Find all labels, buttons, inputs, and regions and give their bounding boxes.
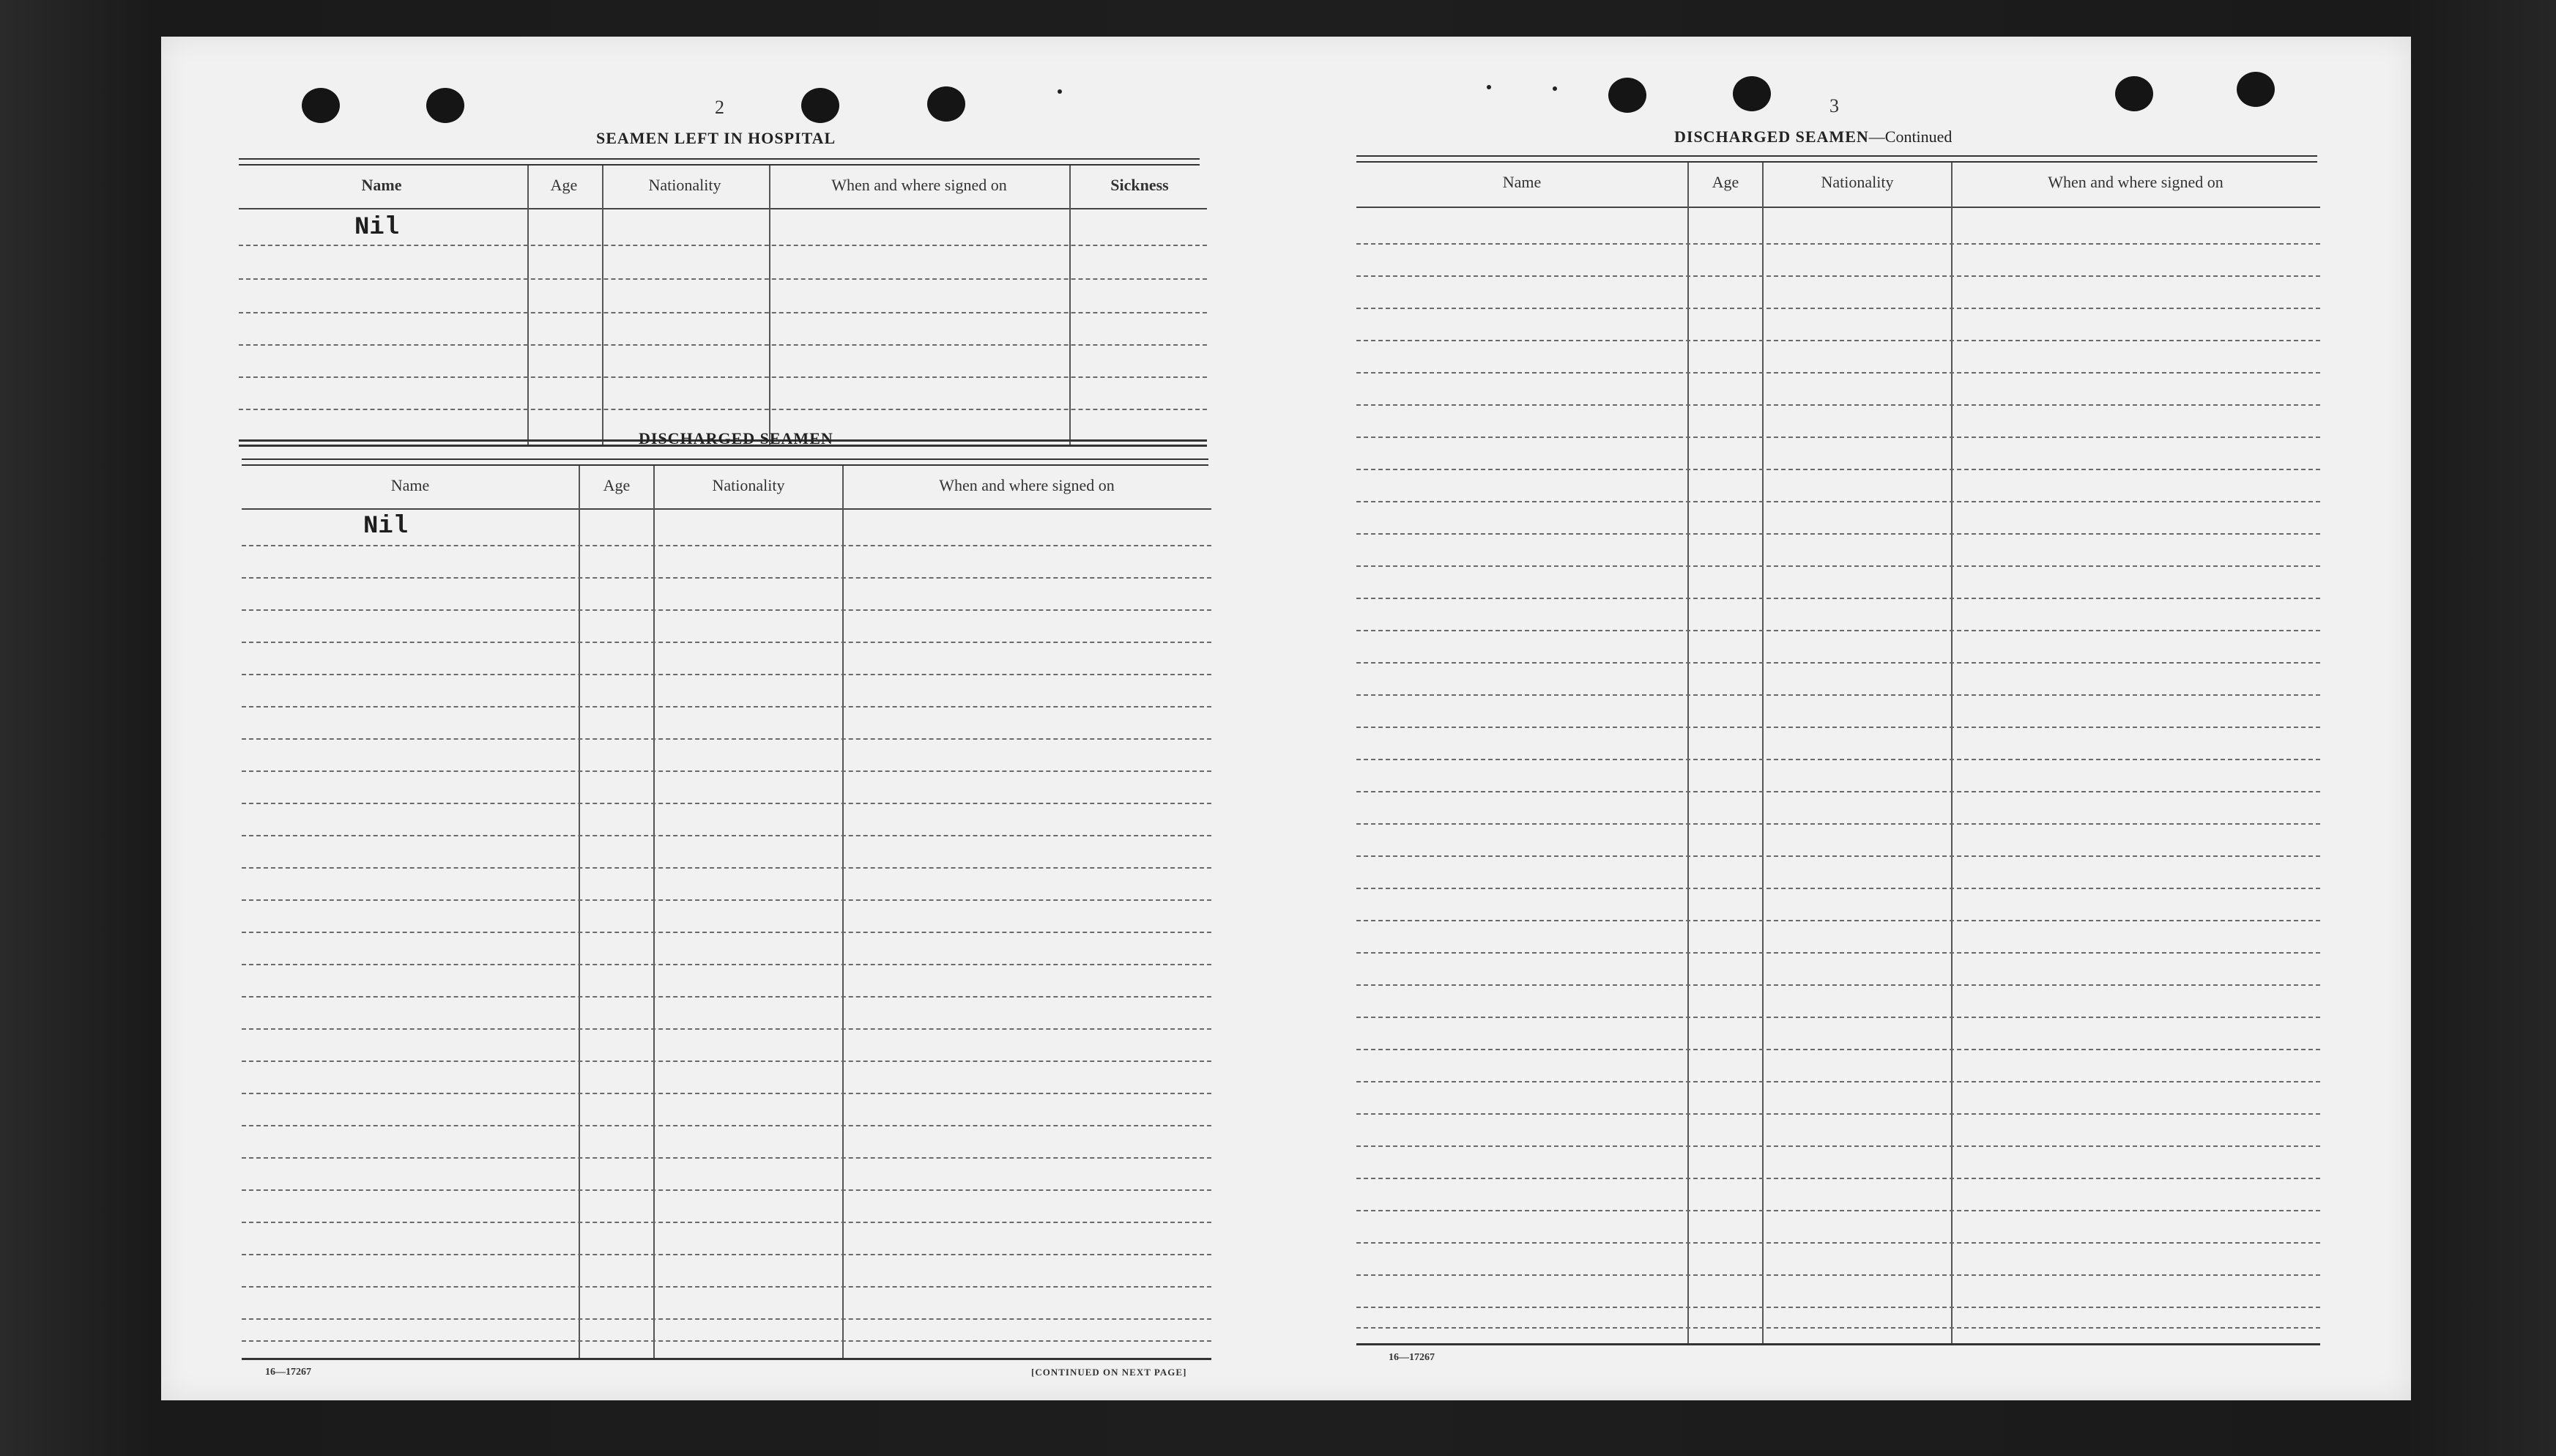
table-row-line (242, 1340, 1211, 1342)
continued-header-name: Name (1502, 173, 1542, 191)
discharged-header-rule (242, 508, 1211, 510)
table-row-line (242, 1157, 1211, 1159)
hospital-top-rule (239, 158, 1200, 166)
continued-note: [CONTINUED ON NEXT PAGE] (1031, 1367, 1187, 1378)
discharged-header-signed-on: When and where signed on (939, 476, 1115, 494)
table-row-line (239, 278, 1207, 280)
table-row-line (1356, 855, 2320, 857)
hospital-column-divider (527, 166, 529, 445)
table-row-line (242, 1125, 1211, 1126)
paper-speck (1553, 86, 1557, 91)
hospital-column-divider (1069, 166, 1071, 445)
table-row-line (1356, 1274, 2320, 1276)
continued-bottom-rule (1356, 1343, 2320, 1345)
hospital-header-nationality: Nationality (648, 176, 721, 194)
table-row-line (239, 245, 1207, 246)
table-row-line (242, 803, 1211, 804)
continued-header-signed-on: When and where signed on (2048, 173, 2224, 191)
discharged-header-nationality: Nationality (712, 476, 785, 494)
table-row-line (1356, 920, 2320, 921)
table-row-line (242, 609, 1211, 611)
table-row-line (1356, 1307, 2320, 1308)
table-row-line (1356, 243, 2320, 245)
discharged-top-rule (242, 458, 1208, 466)
table-row-line (242, 1189, 1211, 1191)
punch-hole (2115, 76, 2153, 111)
table-row-line (1356, 1081, 2320, 1082)
hospital-column-divider (769, 166, 770, 445)
table-row-line (1356, 759, 2320, 760)
table-row-line (242, 545, 1211, 546)
punch-hole (927, 86, 965, 122)
continued-title-suffix: —Continued (1868, 127, 1953, 146)
table-row-line (1356, 952, 2320, 954)
continued-top-rule (1356, 155, 2317, 163)
table-row-line (242, 835, 1211, 836)
paper-speck (1487, 85, 1491, 89)
table-row-line (1356, 404, 2320, 406)
table-row-line (1356, 888, 2320, 889)
table-row-line (239, 376, 1207, 378)
table-row-line (239, 409, 1207, 410)
table-row-line (1356, 1210, 2320, 1211)
continued-header-nationality: Nationality (1821, 173, 1894, 191)
table-row-line (242, 1254, 1211, 1255)
table-row-line (1356, 984, 2320, 986)
table-row-line (1356, 1327, 2320, 1329)
hospital-header-rule (239, 208, 1207, 209)
table-row-line (239, 344, 1207, 346)
continued-header-age: Age (1712, 173, 1739, 191)
table-row-line (1356, 694, 2320, 696)
table-row-line (1356, 275, 2320, 277)
table-row-line (242, 1286, 1211, 1288)
continued-section-title (1674, 127, 1952, 146)
table-row-line (1356, 565, 2320, 567)
discharged-column-divider (579, 466, 580, 1358)
table-row-line (242, 770, 1211, 772)
table-row-line (1356, 1049, 2320, 1050)
table-row-line (1356, 372, 2320, 374)
punch-hole (801, 88, 839, 123)
table-row-line (242, 932, 1211, 933)
continued-header-rule (1356, 207, 2320, 208)
table-row-line (1356, 727, 2320, 728)
table-row-line (1356, 340, 2320, 341)
discharged-entry-nil: Nil (363, 513, 409, 541)
form-number-right: 16—17267 (1389, 1352, 1435, 1363)
table-row-line (242, 867, 1211, 869)
page-number-left: 2 (715, 97, 724, 118)
hospital-header-age: Age (550, 176, 578, 194)
hospital-header-signed-on: When and where signed on (831, 176, 1007, 194)
discharged-header-age: Age (603, 476, 631, 494)
table-row-line (1356, 598, 2320, 599)
hospital-column-divider (602, 166, 603, 445)
punch-hole (1608, 78, 1646, 113)
table-row-line (242, 1061, 1211, 1062)
hospital-entry-nil: Nil (354, 214, 400, 242)
table-row-line (1356, 1113, 2320, 1115)
punch-hole (426, 88, 464, 123)
punch-hole (2237, 72, 2275, 107)
table-row-line (242, 674, 1211, 675)
table-row-line (1356, 791, 2320, 792)
table-row-line (1356, 630, 2320, 631)
table-row-line (1356, 469, 2320, 470)
hospital-section-title: SEAMEN LEFT IN HOSPITAL (596, 129, 836, 147)
table-row-line (242, 996, 1211, 998)
table-row-line (242, 577, 1211, 579)
table-row-line (1356, 533, 2320, 535)
table-row-line (242, 964, 1211, 965)
page-number-right: 3 (1829, 95, 1839, 116)
table-row-line (242, 899, 1211, 901)
table-row-line (1356, 437, 2320, 438)
document-sheet (161, 37, 2411, 1400)
table-row-line (242, 1093, 1211, 1094)
discharged-section-title: DISCHARGED SEAMEN (639, 429, 833, 447)
table-row-line (1356, 501, 2320, 502)
table-row-line (1356, 662, 2320, 664)
table-row-line (242, 706, 1211, 707)
table-row-line (1356, 308, 2320, 309)
table-row-line (242, 1318, 1211, 1320)
paper-speck (1058, 89, 1062, 94)
hospital-header-name: Name (361, 176, 402, 194)
table-row-line (242, 642, 1211, 643)
table-row-line (242, 738, 1211, 740)
table-row-line (1356, 1145, 2320, 1147)
table-row-line (239, 312, 1207, 313)
discharged-header-name: Name (390, 476, 430, 494)
table-row-line (242, 1028, 1211, 1030)
continued-title-text: DISCHARGED SEAMEN (1674, 127, 1869, 146)
table-row-line (1356, 1242, 2320, 1244)
discharged-column-divider (653, 466, 655, 1358)
hospital-header-sickness: Sickness (1110, 176, 1169, 194)
punch-hole (1733, 76, 1771, 111)
table-row-line (1356, 1017, 2320, 1018)
punch-hole (302, 88, 340, 123)
discharged-column-divider (842, 466, 844, 1358)
table-row-line (1356, 1178, 2320, 1179)
table-row-line (1356, 823, 2320, 825)
discharged-bottom-rule (242, 1358, 1211, 1360)
table-row-line (242, 1222, 1211, 1223)
form-number-left: 16—17267 (265, 1367, 311, 1378)
